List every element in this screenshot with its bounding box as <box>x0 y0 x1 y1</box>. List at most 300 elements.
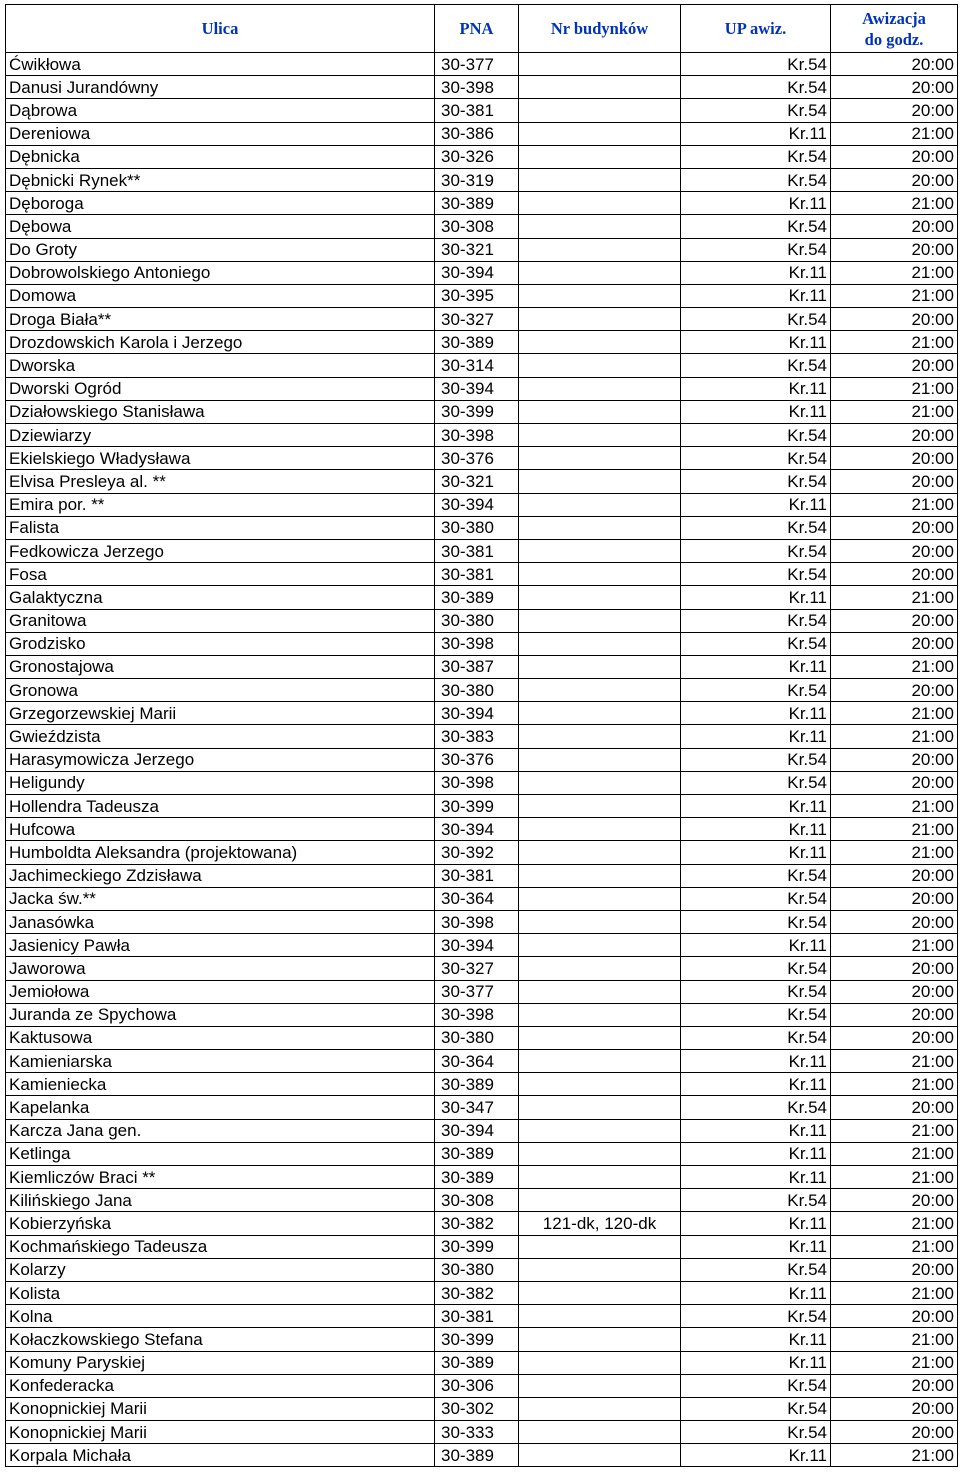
up-cell: Kr.54 <box>681 771 831 794</box>
up-cell: Kr.54 <box>681 1003 831 1026</box>
pna-cell: 30-399 <box>435 1235 519 1258</box>
buildings-cell <box>519 934 681 957</box>
street-cell: Jasienicy Pawła <box>6 934 435 957</box>
pna-cell: 30-380 <box>435 609 519 632</box>
time-cell: 20:00 <box>831 215 958 238</box>
time-cell: 21:00 <box>831 702 958 725</box>
buildings-cell <box>519 1050 681 1073</box>
buildings-cell <box>519 586 681 609</box>
time-cell: 21:00 <box>831 655 958 678</box>
buildings-cell <box>519 470 681 493</box>
time-cell: 20:00 <box>831 470 958 493</box>
time-cell: 21:00 <box>831 284 958 307</box>
up-cell: Kr.11 <box>681 1212 831 1235</box>
buildings-cell <box>519 215 681 238</box>
pna-cell: 30-398 <box>435 632 519 655</box>
buildings-cell <box>519 76 681 99</box>
pna-cell: 30-399 <box>435 400 519 423</box>
up-cell: Kr.11 <box>681 1351 831 1374</box>
up-cell: Kr.11 <box>681 934 831 957</box>
table-row <box>6 1397 958 1420</box>
table-row <box>6 424 958 447</box>
buildings-cell <box>519 864 681 887</box>
street-cell: Kapelanka <box>6 1096 435 1119</box>
time-cell: 21:00 <box>831 586 958 609</box>
table-row <box>6 377 958 400</box>
time-cell: 20:00 <box>831 308 958 331</box>
street-cell: Dęboroga <box>6 192 435 215</box>
table-row <box>6 748 958 771</box>
street-cell: Konfederacka <box>6 1374 435 1397</box>
buildings-cell <box>519 1421 681 1444</box>
table-row <box>6 934 958 957</box>
time-cell: 20:00 <box>831 516 958 539</box>
time-cell: 21:00 <box>831 1328 958 1351</box>
table-row <box>6 957 958 980</box>
time-cell: 21:00 <box>831 725 958 748</box>
pna-cell: 30-389 <box>435 1073 519 1096</box>
up-cell: Kr.54 <box>681 1189 831 1212</box>
up-cell: Kr.11 <box>681 1166 831 1189</box>
table-row <box>6 702 958 725</box>
table-row <box>6 1281 958 1304</box>
street-cell: Ketlinga <box>6 1142 435 1165</box>
table-row <box>6 655 958 678</box>
street-cell: Harasymowicza Jerzego <box>6 748 435 771</box>
street-cell: Danusi Jurandówny <box>6 76 435 99</box>
street-cell: Grodzisko <box>6 632 435 655</box>
time-cell: 20:00 <box>831 354 958 377</box>
table-row <box>6 1351 958 1374</box>
time-cell: 20:00 <box>831 748 958 771</box>
up-cell: Kr.54 <box>681 1397 831 1420</box>
pna-cell: 30-398 <box>435 910 519 933</box>
pna-cell: 30-389 <box>435 1444 519 1467</box>
buildings-cell <box>519 910 681 933</box>
street-cell: Hufcowa <box>6 818 435 841</box>
time-cell: 20:00 <box>831 1258 958 1281</box>
time-cell: 21:00 <box>831 1119 958 1142</box>
pna-cell: 30-302 <box>435 1397 519 1420</box>
street-cell: Dębnicka <box>6 145 435 168</box>
time-cell: 20:00 <box>831 1397 958 1420</box>
buildings-cell <box>519 748 681 771</box>
time-cell: 21:00 <box>831 331 958 354</box>
street-cell: Konopnickiej Marii <box>6 1397 435 1420</box>
up-cell: Kr.11 <box>681 1073 831 1096</box>
table-row <box>6 586 958 609</box>
header-row <box>6 5 958 53</box>
street-cell: Kochmańskiego Tadeusza <box>6 1235 435 1258</box>
pna-cell: 30-381 <box>435 1305 519 1328</box>
street-list-sheet <box>5 4 957 1467</box>
up-cell: Kr.54 <box>681 980 831 1003</box>
table-row <box>6 447 958 470</box>
pna-cell: 30-326 <box>435 145 519 168</box>
table-row <box>6 238 958 261</box>
street-cell: Kiemliczów Braci ** <box>6 1166 435 1189</box>
time-cell: 20:00 <box>831 771 958 794</box>
pna-cell: 30-394 <box>435 493 519 516</box>
time-cell: 20:00 <box>831 168 958 191</box>
up-cell: Kr.54 <box>681 748 831 771</box>
table-row <box>6 354 958 377</box>
pna-cell: 30-387 <box>435 655 519 678</box>
time-cell: 20:00 <box>831 1026 958 1049</box>
table-row <box>6 563 958 586</box>
street-cell: Fedkowicza Jerzego <box>6 539 435 562</box>
buildings-cell <box>519 122 681 145</box>
pna-cell: 30-398 <box>435 771 519 794</box>
table-row <box>6 841 958 864</box>
street-delivery-table <box>5 4 958 1467</box>
pna-cell: 30-386 <box>435 122 519 145</box>
up-cell: Kr.54 <box>681 539 831 562</box>
table-row <box>6 1003 958 1026</box>
street-cell: Gwieździsta <box>6 725 435 748</box>
time-cell: 20:00 <box>831 1421 958 1444</box>
time-cell: 20:00 <box>831 145 958 168</box>
pna-cell: 30-327 <box>435 957 519 980</box>
up-cell: Kr.54 <box>681 168 831 191</box>
pna-cell: 30-389 <box>435 331 519 354</box>
pna-cell: 30-389 <box>435 586 519 609</box>
street-cell: Granitowa <box>6 609 435 632</box>
buildings-cell <box>519 1096 681 1119</box>
buildings-cell <box>519 261 681 284</box>
street-cell: Falista <box>6 516 435 539</box>
street-cell: Janasówka <box>6 910 435 933</box>
up-cell: Kr.11 <box>681 1281 831 1304</box>
table-row <box>6 1073 958 1096</box>
up-cell: Kr.11 <box>681 192 831 215</box>
pna-cell: 30-321 <box>435 238 519 261</box>
up-cell: Kr.11 <box>681 1444 831 1467</box>
buildings-cell <box>519 563 681 586</box>
up-cell: Kr.54 <box>681 910 831 933</box>
street-cell: Działowskiego Stanisława <box>6 400 435 423</box>
buildings-cell <box>519 1166 681 1189</box>
header-time-line2: do godz. <box>864 29 924 49</box>
street-cell: Ćwikłowa <box>6 53 435 76</box>
time-cell: 21:00 <box>831 377 958 400</box>
street-cell: Heligundy <box>6 771 435 794</box>
street-cell: Gronowa <box>6 679 435 702</box>
table-row <box>6 609 958 632</box>
time-cell: 21:00 <box>831 1073 958 1096</box>
up-cell: Kr.54 <box>681 99 831 122</box>
up-cell: Kr.11 <box>681 1119 831 1142</box>
street-cell: Jaworowa <box>6 957 435 980</box>
street-cell: Konopnickiej Marii <box>6 1421 435 1444</box>
pna-cell: 30-380 <box>435 1258 519 1281</box>
pna-cell: 30-381 <box>435 539 519 562</box>
pna-cell: 30-364 <box>435 887 519 910</box>
buildings-cell <box>519 771 681 794</box>
time-cell: 21:00 <box>831 1444 958 1467</box>
street-cell: Kamieniarska <box>6 1050 435 1073</box>
time-cell: 21:00 <box>831 795 958 818</box>
street-cell: Karcza Jana gen. <box>6 1119 435 1142</box>
up-cell: Kr.11 <box>681 493 831 516</box>
table-row <box>6 725 958 748</box>
pna-cell: 30-394 <box>435 702 519 725</box>
pna-cell: 30-394 <box>435 261 519 284</box>
header-time-line1: Awizacja <box>862 8 926 28</box>
buildings-cell <box>519 308 681 331</box>
time-cell: 21:00 <box>831 1235 958 1258</box>
street-cell: Ekielskiego Władysława <box>6 447 435 470</box>
table-row <box>6 818 958 841</box>
up-cell: Kr.11 <box>681 841 831 864</box>
buildings-cell <box>519 841 681 864</box>
up-cell: Kr.11 <box>681 1235 831 1258</box>
buildings-cell <box>519 795 681 818</box>
pna-cell: 30-380 <box>435 679 519 702</box>
street-cell: Kołaczkowskiego Stefana <box>6 1328 435 1351</box>
street-cell: Gronostajowa <box>6 655 435 678</box>
table-row <box>6 192 958 215</box>
time-cell: 20:00 <box>831 957 958 980</box>
street-cell: Kamieniecka <box>6 1073 435 1096</box>
header-buildings: Nr budynków <box>519 5 681 53</box>
street-cell: Dworska <box>6 354 435 377</box>
time-cell: 20:00 <box>831 53 958 76</box>
up-cell: Kr.54 <box>681 563 831 586</box>
buildings-cell <box>519 1189 681 1212</box>
pna-cell: 30-381 <box>435 99 519 122</box>
buildings-cell <box>519 53 681 76</box>
street-cell: Hollendra Tadeusza <box>6 795 435 818</box>
time-cell: 21:00 <box>831 1050 958 1073</box>
street-cell: Dębnicki Rynek** <box>6 168 435 191</box>
table-row <box>6 1026 958 1049</box>
up-cell: Kr.11 <box>681 795 831 818</box>
pna-cell: 30-380 <box>435 1026 519 1049</box>
buildings-cell <box>519 424 681 447</box>
time-cell: 21:00 <box>831 1281 958 1304</box>
time-cell: 20:00 <box>831 447 958 470</box>
pna-cell: 30-376 <box>435 447 519 470</box>
header-pna: PNA <box>435 5 519 53</box>
time-cell: 21:00 <box>831 841 958 864</box>
table-row <box>6 1119 958 1142</box>
buildings-cell <box>519 284 681 307</box>
street-cell: Drozdowskich Karola i Jerzego <box>6 331 435 354</box>
table-header <box>6 5 958 53</box>
header-up: UP awiz. <box>681 5 831 53</box>
pna-cell: 30-394 <box>435 818 519 841</box>
table-row <box>6 145 958 168</box>
table-row <box>6 331 958 354</box>
up-cell: Kr.54 <box>681 447 831 470</box>
table-row <box>6 122 958 145</box>
table-row <box>6 470 958 493</box>
pna-cell: 30-314 <box>435 354 519 377</box>
table-row <box>6 1096 958 1119</box>
buildings-cell <box>519 99 681 122</box>
table-row <box>6 980 958 1003</box>
up-cell: Kr.11 <box>681 1328 831 1351</box>
table-row <box>6 1374 958 1397</box>
table-row <box>6 1142 958 1165</box>
up-cell: Kr.11 <box>681 331 831 354</box>
up-cell: Kr.54 <box>681 957 831 980</box>
table-row <box>6 887 958 910</box>
table-row <box>6 1328 958 1351</box>
pna-cell: 30-389 <box>435 192 519 215</box>
up-cell: Kr.11 <box>681 261 831 284</box>
pna-cell: 30-319 <box>435 168 519 191</box>
pna-cell: 30-392 <box>435 841 519 864</box>
pna-cell: 30-394 <box>435 377 519 400</box>
up-cell: Kr.54 <box>681 1258 831 1281</box>
pna-cell: 30-347 <box>435 1096 519 1119</box>
table-row <box>6 1189 958 1212</box>
buildings-cell <box>519 331 681 354</box>
buildings-cell <box>519 539 681 562</box>
pna-cell: 30-398 <box>435 1003 519 1026</box>
street-cell: Korpala Michała <box>6 1444 435 1467</box>
buildings-cell <box>519 679 681 702</box>
time-cell: 20:00 <box>831 1096 958 1119</box>
buildings-cell <box>519 1351 681 1374</box>
time-cell: 20:00 <box>831 887 958 910</box>
table-row <box>6 168 958 191</box>
time-cell: 21:00 <box>831 493 958 516</box>
table-row <box>6 53 958 76</box>
street-cell: Do Groty <box>6 238 435 261</box>
header-time <box>831 5 958 53</box>
pna-cell: 30-383 <box>435 725 519 748</box>
table-row <box>6 1305 958 1328</box>
time-cell: 21:00 <box>831 400 958 423</box>
up-cell: Kr.11 <box>681 586 831 609</box>
table-row <box>6 215 958 238</box>
table-row <box>6 910 958 933</box>
table-row <box>6 516 958 539</box>
time-cell: 20:00 <box>831 424 958 447</box>
street-cell: Dziewiarzy <box>6 424 435 447</box>
pna-cell: 30-394 <box>435 1119 519 1142</box>
table-row <box>6 632 958 655</box>
time-cell: 20:00 <box>831 980 958 1003</box>
up-cell: Kr.54 <box>681 145 831 168</box>
buildings-cell <box>519 145 681 168</box>
up-cell: Kr.54 <box>681 632 831 655</box>
street-cell: Komuny Paryskiej <box>6 1351 435 1374</box>
table-row <box>6 400 958 423</box>
table-row <box>6 795 958 818</box>
pna-cell: 30-308 <box>435 1189 519 1212</box>
time-cell: 21:00 <box>831 818 958 841</box>
up-cell: Kr.54 <box>681 1374 831 1397</box>
table-row <box>6 1258 958 1281</box>
buildings-cell <box>519 1119 681 1142</box>
street-cell: Kaktusowa <box>6 1026 435 1049</box>
time-cell: 20:00 <box>831 864 958 887</box>
up-cell: Kr.11 <box>681 1050 831 1073</box>
street-cell: Droga Biała** <box>6 308 435 331</box>
street-cell: Jacka św.** <box>6 887 435 910</box>
table-row <box>6 261 958 284</box>
street-cell: Jachimeckiego Zdzisława <box>6 864 435 887</box>
time-cell: 21:00 <box>831 1212 958 1235</box>
up-cell: Kr.11 <box>681 377 831 400</box>
street-cell: Emira por. ** <box>6 493 435 516</box>
buildings-cell <box>519 400 681 423</box>
buildings-cell <box>519 493 681 516</box>
time-cell: 20:00 <box>831 609 958 632</box>
up-cell: Kr.54 <box>681 76 831 99</box>
up-cell: Kr.11 <box>681 702 831 725</box>
pna-cell: 30-377 <box>435 980 519 1003</box>
time-cell: 21:00 <box>831 1166 958 1189</box>
time-cell: 20:00 <box>831 1189 958 1212</box>
time-cell: 20:00 <box>831 99 958 122</box>
header-street: Ulica <box>6 5 435 53</box>
up-cell: Kr.11 <box>681 400 831 423</box>
table-row <box>6 284 958 307</box>
up-cell: Kr.54 <box>681 516 831 539</box>
buildings-cell <box>519 1374 681 1397</box>
street-cell: Humboldta Aleksandra (projektowana) <box>6 841 435 864</box>
table-row <box>6 99 958 122</box>
up-cell: Kr.54 <box>681 1026 831 1049</box>
buildings-cell <box>519 1235 681 1258</box>
buildings-cell <box>519 1142 681 1165</box>
street-cell: Kolarzy <box>6 1258 435 1281</box>
time-cell: 21:00 <box>831 192 958 215</box>
pna-cell: 30-333 <box>435 1421 519 1444</box>
buildings-cell <box>519 1444 681 1467</box>
up-cell: Kr.54 <box>681 354 831 377</box>
up-cell: Kr.54 <box>681 609 831 632</box>
pna-cell: 30-364 <box>435 1050 519 1073</box>
time-cell: 20:00 <box>831 632 958 655</box>
buildings-cell <box>519 1003 681 1026</box>
buildings-cell <box>519 725 681 748</box>
pna-cell: 30-380 <box>435 516 519 539</box>
table-row <box>6 1212 958 1235</box>
buildings-cell <box>519 1328 681 1351</box>
street-cell: Dębowa <box>6 215 435 238</box>
table-body <box>6 53 958 1467</box>
pna-cell: 30-381 <box>435 864 519 887</box>
pna-cell: 30-382 <box>435 1281 519 1304</box>
time-cell: 20:00 <box>831 76 958 99</box>
table-row <box>6 864 958 887</box>
pna-cell: 30-377 <box>435 53 519 76</box>
table-row <box>6 1235 958 1258</box>
street-cell: Domowa <box>6 284 435 307</box>
street-cell: Dworski Ogród <box>6 377 435 400</box>
pna-cell: 30-321 <box>435 470 519 493</box>
up-cell: Kr.54 <box>681 424 831 447</box>
time-cell: 21:00 <box>831 122 958 145</box>
up-cell: Kr.54 <box>681 679 831 702</box>
up-cell: Kr.54 <box>681 864 831 887</box>
buildings-cell <box>519 168 681 191</box>
buildings-cell <box>519 655 681 678</box>
buildings-cell <box>519 354 681 377</box>
pna-cell: 30-389 <box>435 1166 519 1189</box>
time-cell: 20:00 <box>831 679 958 702</box>
pna-cell: 30-381 <box>435 563 519 586</box>
up-cell: Kr.54 <box>681 1305 831 1328</box>
up-cell: Kr.11 <box>681 122 831 145</box>
buildings-cell <box>519 1073 681 1096</box>
